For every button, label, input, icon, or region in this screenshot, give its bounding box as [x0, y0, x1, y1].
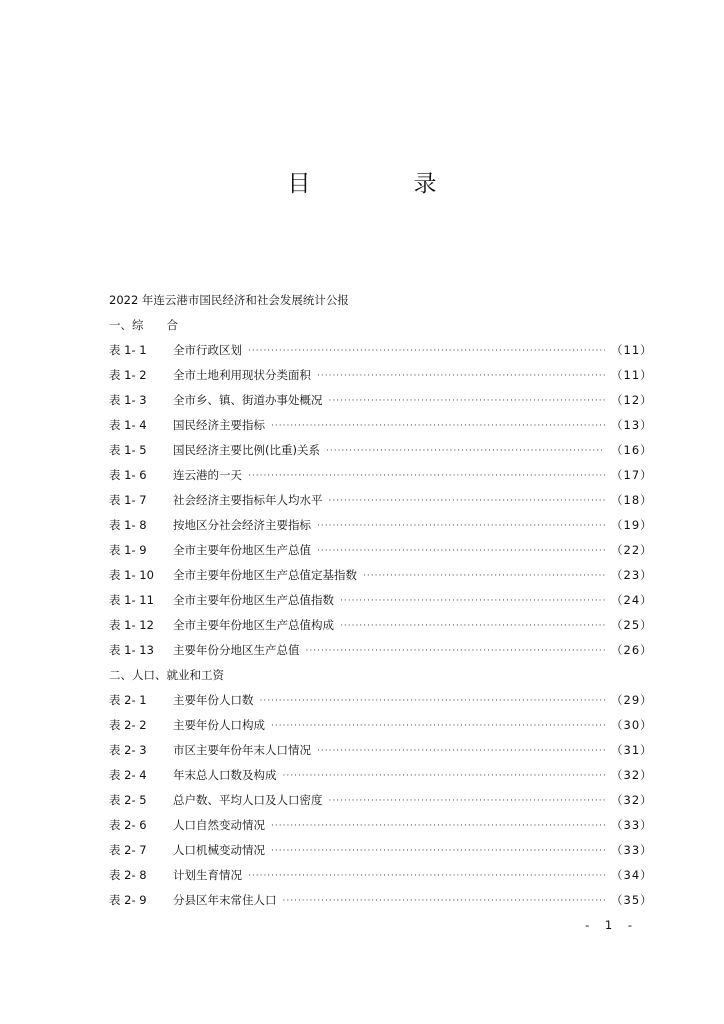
dot-leader	[248, 863, 605, 888]
toc-entry[interactable]	[109, 838, 653, 863]
toc-entry-name: 人口机械变动情况	[173, 843, 265, 857]
toc-entry-code: 表 2- 6	[109, 818, 147, 832]
dot-leader	[271, 413, 605, 438]
toc-section-heading	[109, 663, 643, 688]
toc-entry-code: 表 1- 3	[109, 393, 147, 407]
toc-entry-name: 主要年份人口构成	[173, 718, 265, 732]
toc-entry-code: 表 2- 9	[109, 893, 147, 907]
toc-entry-name: 国民经济主要比例(比重)关系	[173, 443, 320, 457]
dot-leader	[271, 713, 605, 738]
toc-entry-name: 市区主要年份年末人口情况	[173, 743, 311, 757]
toc-entry-code: 表 1- 12	[109, 618, 154, 632]
dot-leader	[283, 888, 606, 913]
toc-entry-page: （33）	[611, 843, 653, 857]
toc-entry-name: 全市主要年份地区生产总值构成	[173, 618, 334, 632]
toc-entry-name: 计划生育情况	[173, 868, 242, 882]
toc-entry[interactable]	[109, 413, 653, 438]
table-of-contents	[109, 288, 653, 913]
toc-entry-page: （11）	[611, 343, 653, 357]
toc-entry-page: （12）	[611, 393, 653, 407]
toc-entry-name: 全市土地利用现状分类面积	[173, 368, 311, 382]
dot-leader	[326, 438, 605, 463]
toc-entry-name: 连云港的一天	[173, 468, 242, 482]
toc-entry[interactable]	[109, 813, 653, 838]
toc-entry-page: （25）	[611, 618, 653, 632]
toc-entry[interactable]	[109, 613, 653, 638]
toc-entry-page: （23）	[611, 568, 653, 582]
toc-entry[interactable]	[109, 388, 653, 413]
dot-leader	[283, 763, 606, 788]
toc-entry-page: （13）	[611, 418, 653, 432]
dot-leader	[329, 788, 606, 813]
toc-entry[interactable]	[109, 863, 653, 888]
toc-entry[interactable]	[109, 513, 653, 538]
toc-entry-name: 按地区分社会经济主要指标	[173, 518, 311, 532]
toc-entry-page: （32）	[611, 793, 653, 807]
toc-entry[interactable]	[109, 538, 653, 563]
toc-entry-name: 人口自然变动情况	[173, 818, 265, 832]
toc-entry[interactable]	[109, 638, 653, 663]
toc-entry-code: 表 1- 7	[109, 493, 147, 507]
toc-entry-code: 表 2- 8	[109, 868, 147, 882]
toc-entry-page: （16）	[611, 443, 653, 457]
toc-entry-code: 表 2- 7	[109, 843, 147, 857]
dot-leader	[248, 338, 605, 363]
toc-report-line	[109, 288, 643, 312]
toc-entry-code: 表 1- 13	[109, 643, 154, 657]
dot-leader	[317, 538, 605, 563]
toc-entry-name: 主要年份分地区生产总值	[173, 643, 300, 657]
page-title: 目 录	[287, 171, 477, 197]
toc-entry-code: 表 1- 4	[109, 418, 147, 432]
dot-leader	[306, 638, 606, 663]
toc-entry[interactable]	[109, 763, 653, 788]
toc-entry-name: 主要年份人口数	[173, 693, 254, 707]
toc-entry-page: （33）	[611, 818, 653, 832]
toc-entry-page: （19）	[611, 518, 653, 532]
toc-entry-page: （35）	[611, 893, 653, 907]
toc-entry-code: 表 1- 11	[109, 593, 154, 607]
toc-entry-code: 表 1- 5	[109, 443, 147, 457]
toc-entry-page: （30）	[611, 718, 653, 732]
toc-entry[interactable]	[109, 688, 653, 713]
dot-leader	[248, 463, 605, 488]
toc-entry-name: 分县区年末常住人口	[173, 893, 277, 907]
toc-entry-code: 表 2- 2	[109, 718, 147, 732]
page-number: - 1 -	[585, 918, 638, 932]
toc-entry[interactable]	[109, 363, 653, 388]
toc-entry[interactable]	[109, 738, 653, 763]
toc-entry-name: 总户数、平均人口及人口密度	[173, 793, 323, 807]
toc-entry[interactable]	[109, 338, 653, 363]
toc-entry[interactable]	[109, 488, 653, 513]
toc-entry[interactable]	[109, 563, 653, 588]
toc-entry-page: （22）	[611, 543, 653, 557]
toc-entry-code: 表 2- 3	[109, 743, 147, 757]
toc-entry-code: 表 1- 1	[109, 343, 147, 357]
toc-entry-page: （32）	[611, 768, 653, 782]
toc-entry-name: 年末总人口数及构成	[173, 768, 277, 782]
toc-entry-code: 表 1- 10	[109, 568, 154, 582]
toc-entry[interactable]	[109, 463, 653, 488]
dot-leader	[260, 688, 606, 713]
toc-entry-name: 全市行政区划	[173, 343, 242, 357]
toc-entry[interactable]	[109, 438, 653, 463]
toc-section-heading	[109, 313, 643, 338]
toc-entry-page: （17）	[611, 468, 653, 482]
dot-leader	[340, 588, 605, 613]
toc-entry[interactable]	[109, 788, 653, 813]
toc-entry-code: 表 1- 2	[109, 368, 147, 382]
dot-leader	[271, 813, 605, 838]
toc-entry-page: （29）	[611, 693, 653, 707]
toc-entry-name: 全市主要年份地区生产总值	[173, 543, 311, 557]
toc-entry-code: 表 1- 9	[109, 543, 147, 557]
dot-leader	[317, 738, 605, 763]
toc-entry-page: （18）	[611, 493, 653, 507]
toc-entry-name: 全市主要年份地区生产总值定基指数	[173, 568, 357, 582]
toc-entry-code: 表 2- 1	[109, 693, 147, 707]
toc-entry-page: （24）	[611, 593, 653, 607]
toc-entry-name: 全市主要年份地区生产总值指数	[173, 593, 334, 607]
dot-leader	[317, 363, 605, 388]
toc-entry-code: 表 1- 6	[109, 468, 147, 482]
toc-entry-page: （31）	[611, 743, 653, 757]
dot-leader	[329, 388, 606, 413]
report-line-text: 2022 年连云港市国民经济和社会发展统计公报	[109, 293, 349, 307]
dot-leader	[340, 613, 605, 638]
dot-leader	[317, 513, 605, 538]
toc-entry-page: （26）	[611, 643, 653, 657]
toc-entry-code: 表 1- 8	[109, 518, 147, 532]
toc-entry-page: （11）	[611, 368, 653, 382]
toc-entry-name: 全市乡、镇、街道办事处概况	[173, 393, 323, 407]
dot-leader	[271, 838, 605, 863]
section-heading-text: 一、综 合	[109, 318, 178, 332]
section-heading-text: 二、人口、就业和工资	[109, 668, 224, 682]
toc-entry-code: 表 2- 4	[109, 768, 147, 782]
toc-entry-name: 国民经济主要指标	[173, 418, 265, 432]
toc-entry[interactable]	[109, 713, 653, 738]
toc-entry[interactable]	[109, 588, 653, 613]
dot-leader	[329, 488, 606, 513]
toc-entry-page: （34）	[611, 868, 653, 882]
toc-entry-name: 社会经济主要指标年人均水平	[173, 493, 323, 507]
toc-entry-code: 表 2- 5	[109, 793, 147, 807]
toc-entry[interactable]	[109, 888, 653, 913]
dot-leader	[363, 563, 605, 588]
